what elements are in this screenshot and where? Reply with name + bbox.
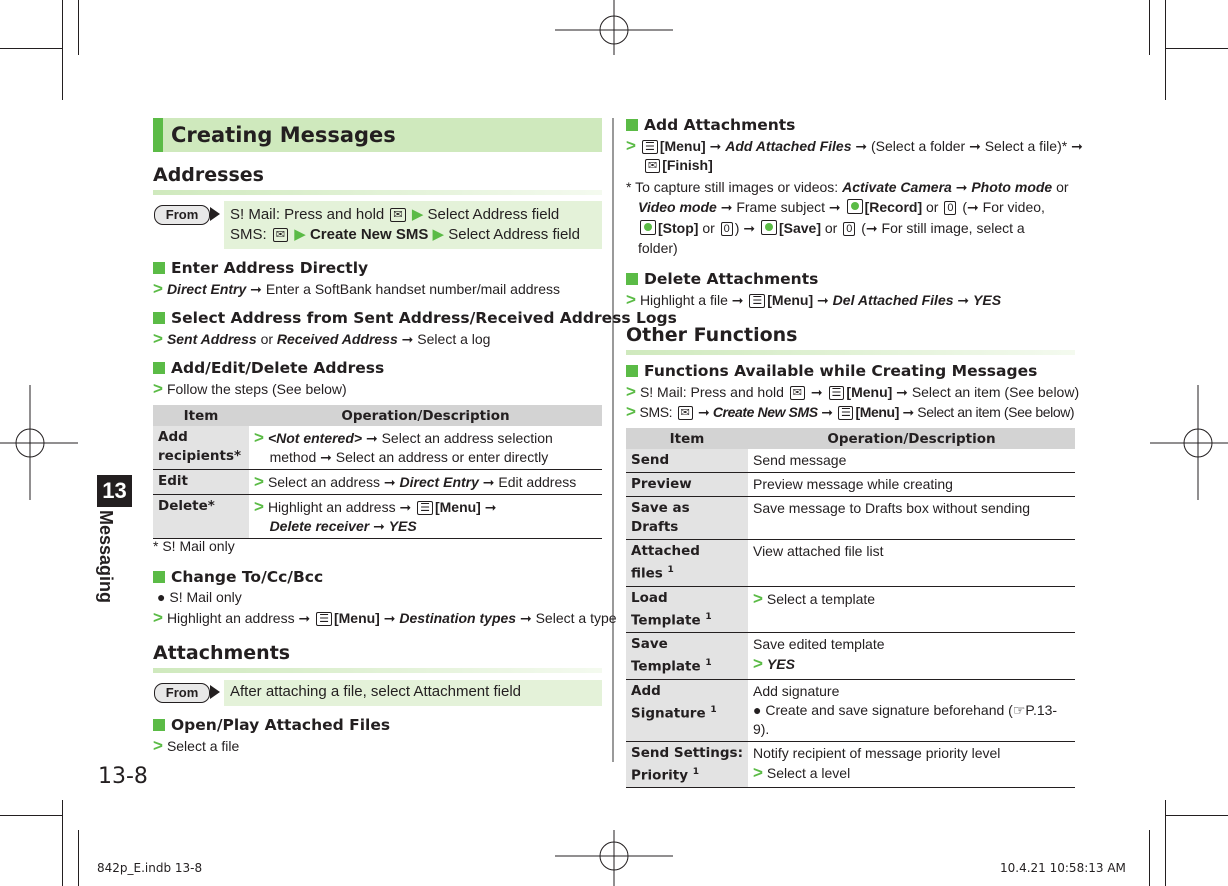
center-key-icon: [761, 220, 777, 235]
table-row: Edit > Select an address ➞ Direct Entry ➞ Edit address: [153, 470, 602, 495]
column-header: Item: [153, 405, 249, 426]
from-line-2: SMS: ✉ ▶ Create New SMS ▶ Select Address field: [230, 226, 580, 243]
mail-key-icon: ✉: [273, 228, 288, 242]
from-arrow-icon: [210, 207, 220, 221]
delete-attachments-heading: Delete Attachments: [626, 270, 818, 288]
add-attachments-heading: Add Attachments: [626, 116, 795, 134]
table-row: Send Settings: Priority $^1$ Notify recipient of message priority level > Select a level: [626, 741, 1075, 788]
heading-rule: [626, 350, 1075, 355]
enter-address-step: > Direct Entry ➞ Enter a SoftBank handset number/mail address: [153, 279, 560, 298]
zero-key-icon: 0: [843, 222, 855, 236]
functions-step-2: > SMS: ✉ ➞ Create New SMS ➞ ☰ [Menu] ➞ Select an item (See below): [626, 402, 1075, 421]
table-row: Send Send message: [626, 449, 1075, 473]
table-row: Save Template $^1$ Save edited template > YES: [626, 633, 1075, 680]
from-line-1: S! Mail: Press and hold ✉ ▶ Select Address field: [230, 206, 560, 223]
from-tag: From: [154, 683, 210, 703]
mail-key-icon: ✉: [645, 159, 660, 173]
open-heading: Open/Play Attached Files: [153, 716, 390, 734]
select-address-heading: Select Address from Sent Address/Received Address Logs: [153, 309, 677, 327]
menu-key-icon: ☰: [749, 294, 765, 308]
address-table: [153, 405, 602, 539]
from-tag: From: [154, 205, 210, 225]
footer-right: 10.4.21 10:58:13 AM: [1000, 861, 1126, 875]
addresses-heading: Addresses: [153, 164, 264, 186]
mail-key-icon: ✉: [790, 386, 805, 400]
zero-key-icon: 0: [721, 222, 733, 236]
footer-left: 842p_E.indb 13-8: [97, 861, 203, 875]
add-step-2: ✉ [Finish]: [643, 157, 713, 173]
menu-key-icon: ☰: [316, 612, 332, 626]
heading-rule: [153, 668, 602, 673]
mail-key-icon: ✉: [678, 406, 693, 420]
attachments-heading: Attachments: [153, 642, 291, 664]
section-title: Creating Messages: [171, 123, 396, 147]
column-header: Operation/Description: [249, 405, 602, 426]
column-header: Operation/Description: [748, 428, 1075, 449]
footnote: * S! Mail only: [153, 538, 235, 554]
table-row: Delete* > Highlight an address ➞ ☰ [Menu] ➞ Delete receiver ➞ YES: [153, 495, 602, 539]
other-functions-heading: Other Functions: [626, 324, 798, 346]
aed-heading: Add/Edit/Delete Address: [153, 359, 384, 377]
functions-step-1: > S! Mail: Press and hold ✉ ➞ ☰ [Menu] ➞ Select an item (See below): [626, 382, 1080, 401]
section-title-bar: [153, 118, 602, 152]
page-number: 13-8: [98, 764, 148, 789]
center-key-icon: [640, 220, 656, 235]
table-row: Save as Drafts Save message to Drafts box without sending: [626, 497, 1075, 540]
center-key-icon: [847, 199, 863, 214]
note-line-3: [Stop] or 0 ) ➞ [Save] or 0 (➞ For still image, select a: [638, 220, 1025, 237]
cc-step: > Highlight an address ➞ ☰ [Menu] ➞ Destination types ➞ Select a type: [153, 608, 617, 627]
open-step: > Select a file: [153, 736, 240, 755]
table-row: Add recipients* > <Not entered> ➞ Select an address selection method ➞ Select an address or enter directly: [153, 426, 602, 470]
column-header: Item: [626, 428, 748, 449]
menu-key-icon: ☰: [417, 501, 433, 515]
table-row: Preview Preview message while creating: [626, 473, 1075, 497]
reference-hand-icon: ☞: [1012, 701, 1026, 718]
zero-key-icon: 0: [944, 201, 956, 215]
add-step-1: > ☰ [Menu] ➞ Add Attached Files ➞ (Select a folder ➞ Select a file)* ➞: [626, 136, 1083, 155]
cc-bullet: ● S! Mail only: [157, 589, 242, 605]
from-text: After attaching a file, select Attachment field: [230, 683, 521, 700]
aed-step: > Follow the steps (See below): [153, 379, 347, 398]
heading-rule: [153, 190, 602, 195]
table-row: Add Signature $^1$ Add signature ● Create and save signature beforehand (☞P.13-9).: [626, 679, 1075, 741]
note-line-4: folder): [638, 240, 678, 256]
note-line-2: Video mode ➞ Frame subject ➞ [Record] or 0 (➞ For video,: [638, 199, 1045, 215]
cc-heading: Change To/Cc/Bcc: [153, 568, 323, 586]
functions-table: [626, 428, 1075, 788]
chapter-label: Messaging: [96, 510, 116, 604]
select-address-step: > Sent Address or Received Address ➞ Select a log: [153, 329, 491, 348]
enter-address-heading: Enter Address Directly: [153, 259, 368, 277]
table-row: Load Template $^1$ > Select a template: [626, 586, 1075, 633]
delete-step: > Highlight a file ➞ ☰ [Menu] ➞ Del Attached Files ➞ YES: [626, 290, 1002, 309]
chapter-number: 13: [97, 475, 132, 507]
functions-heading: Functions Available while Creating Messages: [626, 362, 1037, 380]
from-arrow-icon: [210, 685, 220, 699]
menu-key-icon: ☰: [642, 140, 658, 154]
table-row: Attached files $^1$ View attached file list: [626, 540, 1075, 587]
note-line-1: * To capture still images or videos: Activate Camera ➞ Photo mode or: [626, 179, 1069, 195]
mail-key-icon: ✉: [390, 208, 405, 222]
menu-key-icon: ☰: [829, 386, 845, 400]
menu-key-icon: ☰: [838, 406, 853, 420]
